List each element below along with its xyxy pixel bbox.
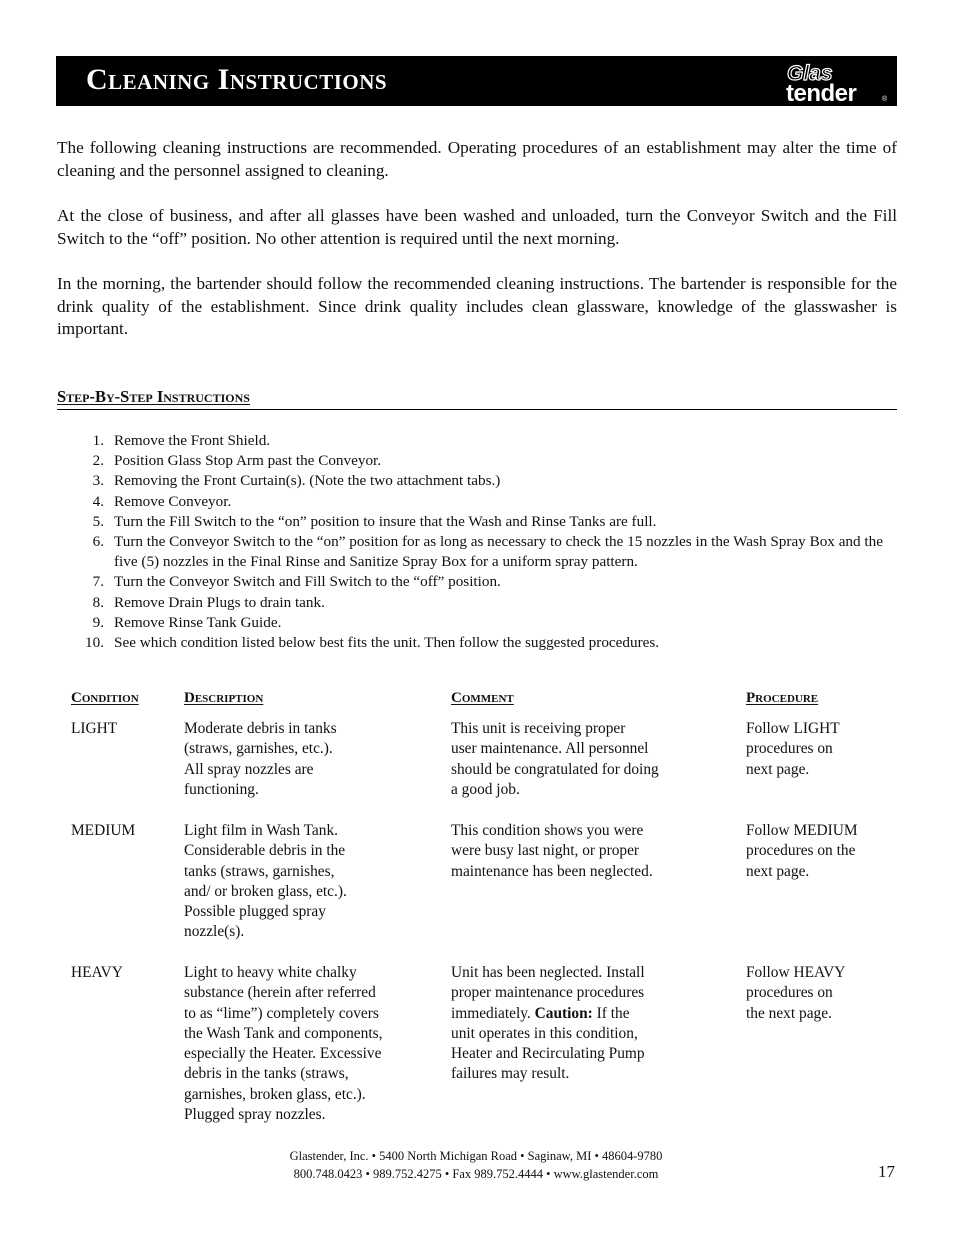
procedure-medium: Follow MEDIUM procedures on the next page. xyxy=(746,822,858,880)
section-heading xyxy=(57,387,897,410)
step-text: Remove the Front Shield. xyxy=(114,432,271,449)
comment-heavy-part2: If the unit operates in this condition, Heater and Recirculating Pump failures may result. xyxy=(451,1004,645,1083)
list-item xyxy=(57,532,897,572)
step-text: Remove Drain Plugs to drain tank. xyxy=(114,593,325,611)
intro-paragraph-2: At the close of business, and after all glasses have been washed and unloaded, turn the Conveyor Switch and the Fill Switch to the “off” position. No other attention is required until the next morning. xyxy=(57,206,897,248)
comment-light: This unit is receiving proper user maintenance. All personnel should be congratulated for doing a good job. xyxy=(451,720,659,798)
list-item xyxy=(57,492,897,512)
step-list xyxy=(57,431,897,653)
step-number: 9. xyxy=(92,613,104,631)
list-item xyxy=(57,512,897,532)
condition-medium: MEDIUM xyxy=(71,822,136,839)
glastender-logo xyxy=(783,60,891,104)
step-text: See which condition listed below best fits the unit. Then follow the suggested procedures. xyxy=(114,634,660,652)
list-item xyxy=(57,431,897,451)
logo-registered-mark: ® xyxy=(882,96,888,103)
condition-light: LIGHT xyxy=(71,720,118,737)
step-number: 10. xyxy=(85,634,104,652)
step-number: 7. xyxy=(92,573,104,591)
comment-heavy-part1: Unit has been neglected. Install proper maintenance procedures immediately. xyxy=(451,964,645,1022)
list-item xyxy=(57,593,897,613)
step-number: 8. xyxy=(92,593,104,611)
step-text: Turn the Conveyor Switch to the “on” position for as long as necessary to check the 15 nozzles in the Wash Spray Box and the five (5) nozzles in the Final Rinse and Sanitize Spray Box for a uniform spray pattern. xyxy=(114,533,883,571)
comment-medium: This condition shows you were were busy last night, or proper maintenance has been neglected. xyxy=(451,822,653,880)
step-number: 1. xyxy=(92,432,104,449)
list-item xyxy=(57,451,897,471)
procedure-light: Follow LIGHT procedures on next page. xyxy=(746,720,840,778)
step-text: Remove Conveyor. xyxy=(114,492,232,510)
logo-text-top: Glas xyxy=(787,62,833,85)
step-text: Turn the Fill Switch to the “on” position to insure that the Wash and Rinse Tanks are full. xyxy=(114,512,657,530)
column-header-procedure: Procedure xyxy=(746,690,819,706)
column-header-description: Description xyxy=(184,690,264,706)
comment-heavy xyxy=(451,963,645,1085)
intro-paragraph-3: In the morning, the bartender should follow the recommended cleaning instructions. The bartender is responsible for the drink quality of the establishment. Since drink quality includes clean glassware, knowledge of the glasswasher is important. xyxy=(57,274,897,338)
title-bar xyxy=(56,56,897,106)
footer-contact xyxy=(200,1147,752,1183)
section-title: Step-By-Step Instructions xyxy=(57,387,250,406)
list-item xyxy=(57,613,897,633)
page-number: 17 xyxy=(878,1162,895,1181)
description-light: Moderate debris in tanks (straws, garnishes, etc.). All spray nozzles are functioning. xyxy=(184,720,337,798)
footer-address: Glastender, Inc. • 5400 North Michigan Road • Saginaw, MI • 48604-9780 xyxy=(289,1149,663,1163)
column-header-comment: Comment xyxy=(451,690,514,706)
step-text: Position Glass Stop Arm past the Conveyor. xyxy=(114,452,382,470)
procedure-heavy: Follow HEAVY procedures on the next page. xyxy=(746,964,846,1022)
description-medium: Light film in Wash Tank. Considerable debris in the tanks (straws, garnishes, and/ or broken glass, etc.). Possible plugged spray nozzle(s). xyxy=(184,822,347,941)
caution-label: Caution: xyxy=(534,1004,593,1022)
logo-text-bottom: tender xyxy=(786,80,857,104)
condition-heavy: HEAVY xyxy=(71,964,123,981)
page-title: Cleaning Instructions xyxy=(86,63,388,96)
step-number: 2. xyxy=(92,452,104,470)
step-number: 3. xyxy=(92,472,104,490)
footer-phone: 800.748.0423 • 989.752.4275 • Fax 989.752.4444 • www.glastender.com xyxy=(293,1167,659,1181)
list-item xyxy=(57,471,897,491)
list-item xyxy=(57,572,897,592)
step-text: Turn the Conveyor Switch and Fill Switch to the “off” position. xyxy=(114,573,501,591)
step-number: 5. xyxy=(92,512,104,530)
list-item xyxy=(57,633,897,653)
description-heavy: Light to heavy white chalky substance (herein after referred to as “lime”) completely covers the Wash Tank and components, especially the Heater. Excessive debris in the tanks (straws, garnishes, broken glass, etc.). Plugged spray nozzles. xyxy=(184,964,383,1124)
step-text: Removing the Front Curtain(s). (Note the two attachment tabs.) xyxy=(114,472,501,490)
step-text: Remove Rinse Tank Guide. xyxy=(114,613,282,631)
step-number: 6. xyxy=(92,533,104,551)
column-header-condition: Condition xyxy=(71,690,139,706)
intro-paragraph-1: The following cleaning instructions are recommended. Operating procedures of an establishment may alter the time of cleaning and the personnel assigned to cleaning. xyxy=(57,138,897,180)
step-number: 4. xyxy=(92,492,104,510)
